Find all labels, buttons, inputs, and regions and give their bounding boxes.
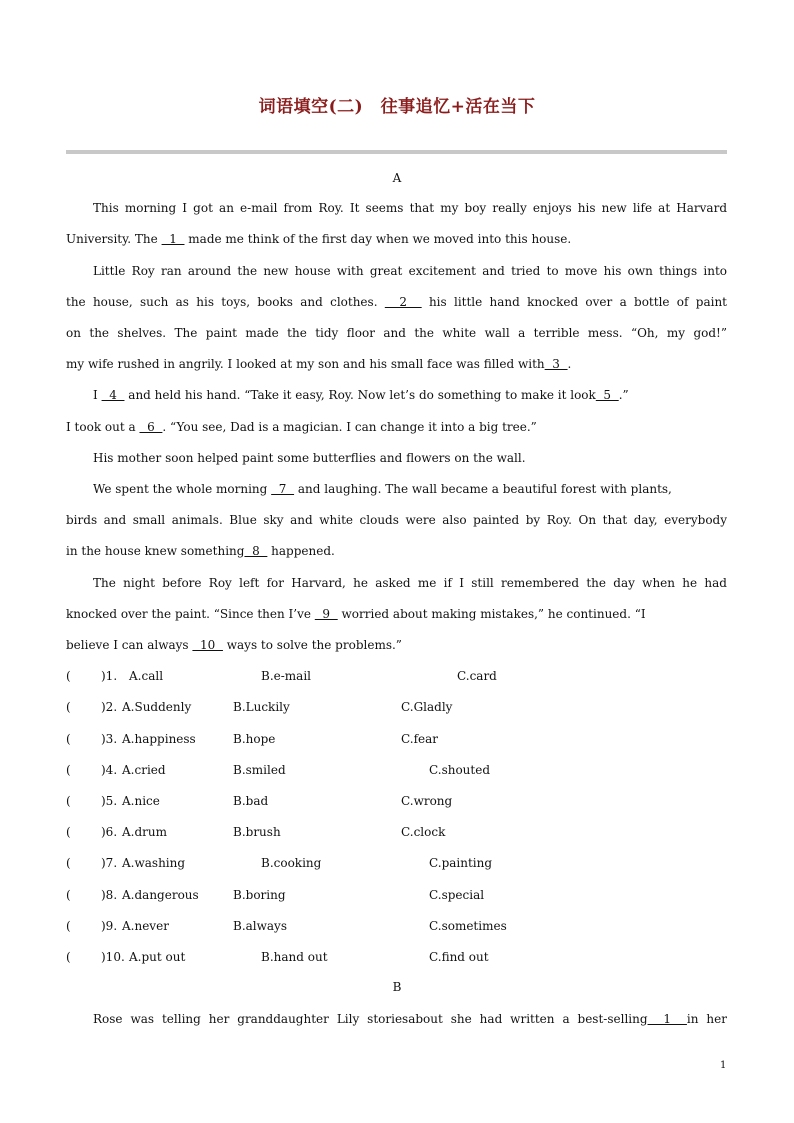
option-b: B.e-mail: [261, 669, 311, 683]
option-c: C.find out: [429, 950, 489, 964]
option-b: B.smiled: [233, 763, 286, 777]
passage-a-line-5: on the shelves. The paint made the tidy floor and the white wall a terrible mess. “Oh, my god!”: [66, 326, 727, 340]
passage-b-line-1: Rose was telling her granddaughter Lily storiesabout she had written a best-selling 1 in her: [93, 1012, 727, 1026]
option-a: A.nice: [122, 794, 160, 808]
passage-a-line-15: believe I can always 10 ways to solve the problems.”: [66, 638, 402, 652]
passage-a-line-2: University. The 1 made me think of the first day when we moved into this house.: [66, 232, 572, 246]
option-c: C.card: [457, 669, 497, 683]
page-title: 词语填空(二) 往事追忆+活在当下: [258, 97, 536, 117]
page-number: 1: [720, 1060, 727, 1071]
blank-9: 9: [314, 607, 338, 621]
option-a: A.drum: [122, 825, 168, 839]
passage-a-line-8: I took out a 6 . “You see, Dad is a magician. I can change it into a big tree.”: [66, 420, 537, 434]
option-c: C.wrong: [401, 794, 453, 808]
blank-7: 7: [271, 482, 295, 496]
blank-10: 10: [192, 638, 223, 652]
passage-a-line-4: the house, such as his toys, books and clothes. 2 his little hand knocked over a bottle of paint: [66, 295, 727, 309]
title-divider: [66, 150, 727, 154]
option-b: B.hand out: [261, 950, 328, 964]
section-b-heading: B: [392, 980, 402, 994]
blank-3: 3: [544, 357, 568, 371]
blank-5: 5: [595, 388, 619, 402]
option-a: A.Suddenly: [122, 700, 192, 714]
option-c: C.special: [429, 888, 485, 902]
option-a: A.happiness: [122, 732, 196, 746]
option-a: A.put out: [129, 950, 186, 964]
passage-a-line-12: in the house knew something 8 happened.: [66, 544, 335, 558]
option-c: C.painting: [429, 856, 493, 870]
blank-b-1: 1: [647, 1012, 687, 1026]
passage-a-line-10: We spent the whole morning 7 and laughing. The wall became a beautiful forest with plants,: [93, 482, 672, 496]
passage-a-line-3: Little Roy ran around the new house with great excitement and tried to move his own things into: [93, 264, 727, 278]
option-a: A.washing: [122, 856, 186, 870]
passage-a-line-9: His mother soon helped paint some butterflies and flowers on the wall.: [93, 451, 526, 465]
section-a-heading: A: [392, 171, 402, 185]
option-c: C.Gladly: [401, 700, 453, 714]
passage-a-line-1: This morning I got an e-mail from Roy. It seems that my boy really enjoys his new life at Harvard: [93, 201, 727, 215]
blank-1: 1: [161, 232, 185, 246]
option-a: A.call: [129, 669, 164, 683]
option-b: B.boring: [233, 888, 286, 902]
option-c: C.shouted: [429, 763, 491, 777]
option-a: A.never: [122, 919, 169, 933]
option-b: B.Luckily: [233, 700, 290, 714]
option-c: C.clock: [401, 825, 446, 839]
passage-a-line-11: birds and small animals. Blue sky and white clouds were also painted by Roy. On that day, everybody: [66, 513, 727, 527]
blank-8: 8: [244, 544, 268, 558]
option-b: B.cooking: [261, 856, 322, 870]
option-b: B.hope: [233, 732, 276, 746]
option-c: C.sometimes: [429, 919, 507, 933]
blank-4: 4: [101, 388, 125, 402]
option-b: B.brush: [233, 825, 281, 839]
option-a: A.dangerous: [122, 888, 199, 902]
option-c: C.fear: [401, 732, 439, 746]
passage-a-line-7: I 4 and held his hand. “Take it easy, Roy. Now let’s do something to make it look 5 .”: [93, 388, 629, 402]
passage-a-line-14: knocked over the paint. “Since then I’ve 9 worried about making mistakes,” he continued. “I: [66, 607, 646, 621]
option-a: A.cried: [122, 763, 166, 777]
passage-a-line-6: my wife rushed in angrily. I looked at my son and his small face was filled with 3 .: [66, 357, 572, 371]
option-b: B.always: [233, 919, 287, 933]
option-b: B.bad: [233, 794, 269, 808]
passage-a-line-13: The night before Roy left for Harvard, he asked me if I still remembered the day when he had: [93, 576, 727, 590]
blank-6: 6: [139, 420, 163, 434]
blank-2: 2: [384, 295, 422, 309]
